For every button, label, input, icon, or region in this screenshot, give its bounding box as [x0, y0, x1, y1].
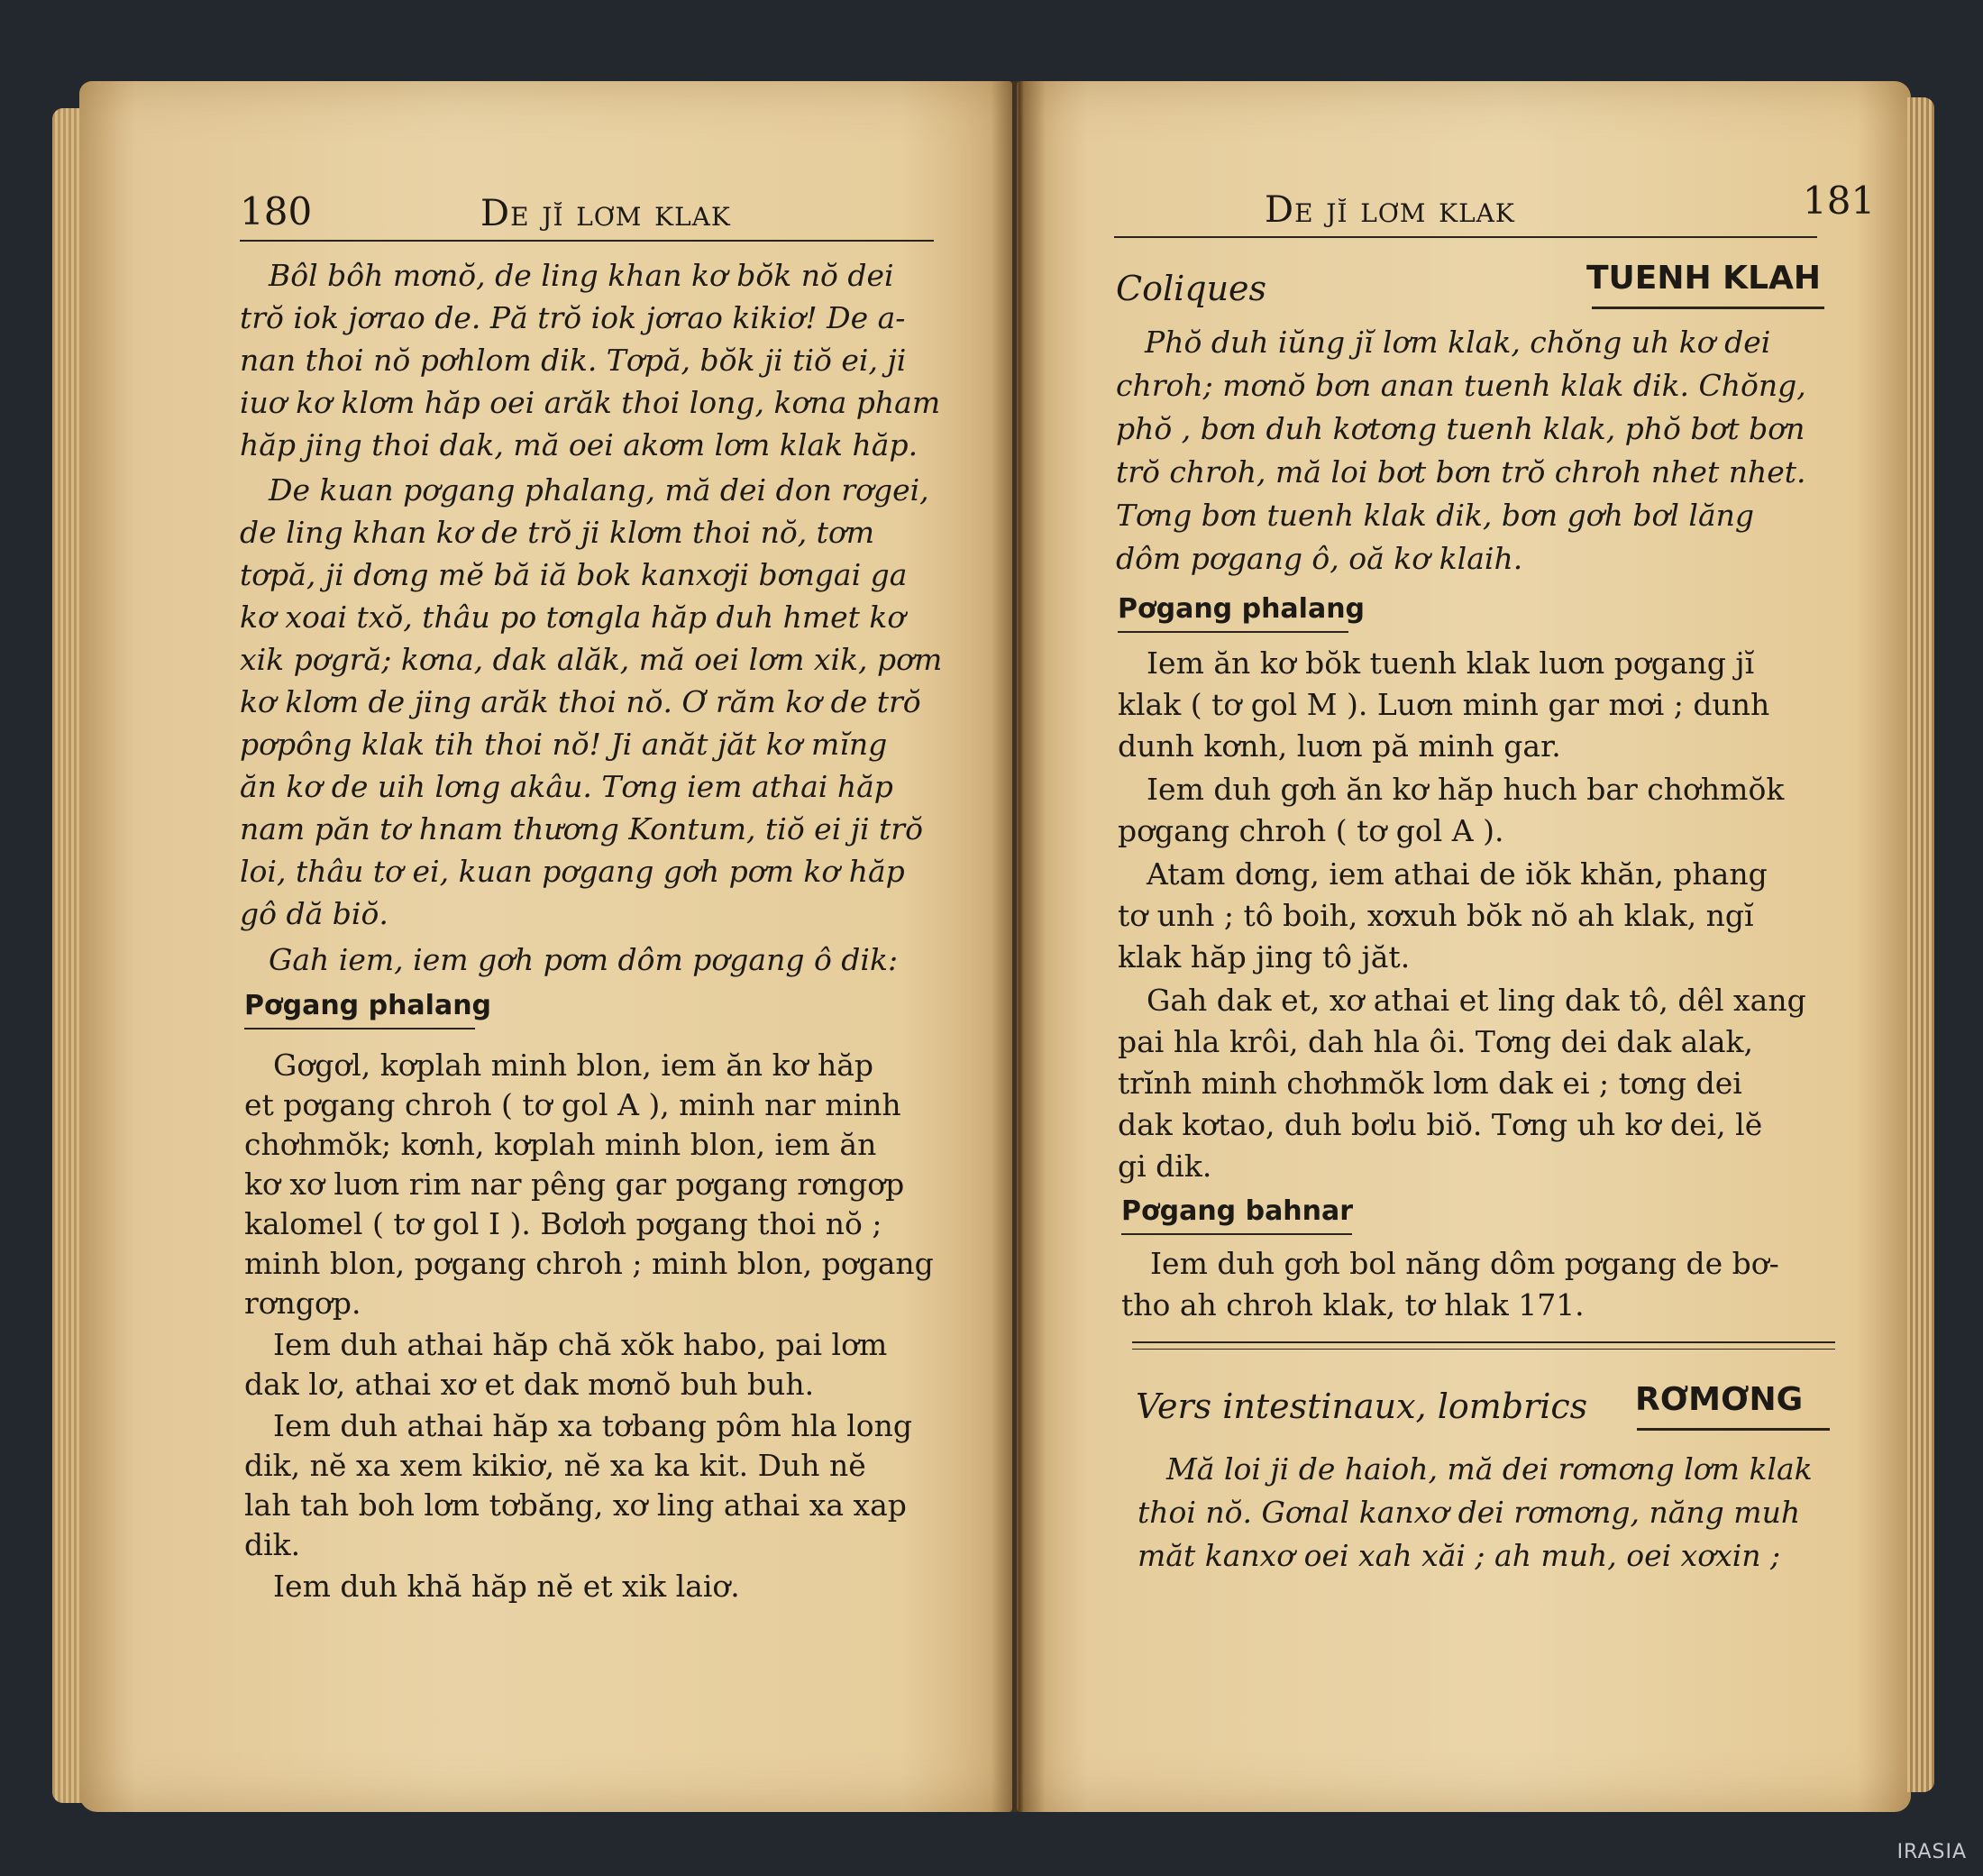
- open-book: [79, 81, 1911, 1812]
- text-line: Iem duh athai hăp xa tơbang pôm hla long: [273, 1408, 913, 1443]
- section-title-french: Coliques: [1116, 269, 1267, 308]
- page-number: 181: [1803, 178, 1876, 223]
- text-line: Iem duh khă hăp nĕ et xik laiơ.: [273, 1569, 740, 1604]
- text-line: pơpông klak tih thoi nŏ! Ji anăt jăt kơ mĭng: [240, 727, 888, 762]
- subheading: Pơgang bahnar: [1121, 1195, 1354, 1227]
- text-line: gi dik.: [1118, 1148, 1212, 1184]
- text-line: Tơng bơn tuenh klak dik, bơn gơh bơl lăng: [1116, 498, 1755, 533]
- text-line: kalomel ( tơ gol I ). Bơlơh pơgang thoi nŏ ;: [244, 1206, 882, 1241]
- text-line: nam păn tơ hnam thương Kontum, tiŏ ei ji trŏ: [240, 811, 923, 846]
- page-number: 180: [240, 189, 313, 233]
- text-line: minh blon, pơgang chroh ; minh blon, pơgang: [244, 1246, 934, 1281]
- text-line: dak lơ, athai xơ et dak mơnŏ buh buh.: [244, 1367, 815, 1402]
- text-line: Iem duh gơh bol năng dôm pơgang de bơ-: [1150, 1246, 1779, 1281]
- section-title-bahnar: RƠMƠNG: [1635, 1381, 1804, 1418]
- text-line: rơngơp.: [244, 1286, 361, 1321]
- text-line: et pơgang chroh ( tơ gol A ), minh nar minh: [244, 1087, 901, 1122]
- text-line: nan thoi nŏ pơhlom dik. Tơpă, bŏk ji tiŏ ei, ji: [240, 343, 907, 378]
- section-divider: [1132, 1341, 1835, 1343]
- text-line: iuơ kơ klơm hăp oei arăk thoi long, kơna pham: [240, 385, 941, 420]
- text-line: de ling khan kơ de trŏ ji klơm thoi nŏ, tơm: [240, 515, 875, 550]
- text-line: gô dă biŏ.: [240, 896, 388, 931]
- text-line: Bôl bôh mơnŏ, de ling khan kơ bŏk nŏ dei: [269, 258, 894, 293]
- text-line: klak ( tơ gol M ). Luơn minh gar mơi ; dunh: [1118, 687, 1770, 722]
- text-line: Phŏ duh iŭng jĭ lơm klak, chŏng uh kơ dei: [1145, 325, 1771, 360]
- text-line: dik, nĕ xa xem kikiơ, nĕ xa ka kit. Duh nĕ: [244, 1448, 866, 1483]
- text-line: lah tah boh lơm tơbăng, xơ ling athai xa xap: [244, 1487, 907, 1523]
- text-line: Iem ăn kơ bŏk tuenh klak luơn pơgang jĭ: [1147, 645, 1755, 681]
- text-line: trŏ iok jơrao de. Pă trŏ iok jơrao kikiơ! De a-: [240, 300, 906, 335]
- left-page: [79, 81, 1012, 1812]
- running-head: De jĭ lơm klak: [1265, 189, 1515, 231]
- header-rule: [1114, 236, 1817, 238]
- text-line: tho ah chroh klak, tơ hlak 171.: [1121, 1287, 1585, 1322]
- text-line: pai hla krôi, dah hla ôi. Tơng dei dak alak,: [1118, 1024, 1754, 1059]
- text-line: kơ xơ luơn rim nar pêng gar pơgang rơngơp: [244, 1167, 905, 1202]
- section-divider: [1132, 1349, 1835, 1350]
- section-title-french: Vers intestinaux, lombrics: [1136, 1386, 1588, 1426]
- watermark: IRASIA: [1896, 1841, 1967, 1863]
- text-line: ăn kơ de uih lơng akâu. Tơng iem athai hăp: [240, 769, 893, 804]
- text-line: chơhmŏk; kơnh, kơplah minh blon, iem ăn: [244, 1127, 877, 1162]
- text-line: trĭnh minh chơhmŏk lơm dak ei ; tơng dei: [1118, 1066, 1742, 1101]
- text-line: dak kơtao, duh bơlu biŏ. Tơng uh kơ dei, lĕ: [1118, 1107, 1763, 1142]
- text-line: tơ unh ; tô boih, xơxuh bŏk nŏ ah klak, ngĭ: [1118, 898, 1754, 933]
- text-line: thoi nŏ. Gơnal kanxơ dei rơmơng, năng muh: [1138, 1495, 1801, 1530]
- section-title-rule: [1592, 307, 1824, 309]
- header-rule: [240, 240, 934, 242]
- text-line: Mă loi ji de haioh, mă dei rơmơng lơm klak: [1166, 1451, 1813, 1487]
- text-line: hăp jing thoi dak, mă oei akơm lơm klak hăp.: [240, 427, 918, 462]
- text-line: măt kanxơ oei xah xăi ; ah muh, oei xơxin ;: [1138, 1538, 1781, 1573]
- text-line: xik pơgră; kơna, dak alăk, mă oei lơm xik, pơm: [240, 642, 943, 677]
- text-line: Gah dak et, xơ athai et ling dak tô, dêl xang: [1147, 983, 1806, 1018]
- text-line: trŏ chroh, mă loi bơt bơn trŏ chroh nhet nhet.: [1116, 454, 1806, 490]
- running-head: De jĭ lơm klak: [480, 193, 731, 234]
- subheading-rule: [1121, 1233, 1352, 1235]
- right-page: [1017, 81, 1911, 1812]
- text-line: Gơgơl, kơplah minh blon, iem ăn kơ hăp: [273, 1048, 874, 1083]
- subheading-rule: [1118, 631, 1348, 633]
- text-line: kơ klơm de jing arăk thoi nŏ. Ơ răm kơ de trŏ: [240, 684, 921, 719]
- text-line: tơpă, ji dơng mĕ bă iă bok kanxơji bơngai ga: [240, 557, 908, 592]
- text-line: klak hăp jing tô jăt.: [1118, 939, 1411, 975]
- right-page-edges: [1907, 97, 1934, 1792]
- text-line: chroh; mơnŏ bơn anan tuenh klak dik. Chŏng,: [1116, 368, 1806, 403]
- text-line: Gah iem, iem gơh pơm dôm pơgang ô dik:: [269, 942, 899, 977]
- text-line: Iem duh athai hăp chă xŏk habo, pai lơm: [273, 1327, 888, 1362]
- text-line: loi, thâu tơ ei, kuan pơgang gơh pơm kơ hăp: [240, 854, 905, 889]
- text-line: De kuan pơgang phalang, mă dei don rơgei,: [269, 472, 929, 508]
- book-gutter: [992, 81, 1046, 1812]
- section-title-bahnar: TUENH KLAH: [1586, 260, 1821, 297]
- subheading: Pơgang phalang: [1118, 593, 1366, 625]
- text-line: kơ xoai txŏ, thâu po tơngla hăp duh hmet kơ: [240, 599, 906, 635]
- text-line: Iem duh gơh ăn kơ hăp huch bar chơhmŏk: [1147, 772, 1785, 807]
- section-title-rule: [1637, 1428, 1830, 1431]
- text-line: Atam dơng, iem athai de iŏk khăn, phang: [1147, 856, 1768, 892]
- subheading: Pơgang phalang: [244, 990, 492, 1021]
- text-line: phŏ , bơn duh kơtơng tuenh klak, phŏ bơt bơn: [1116, 411, 1805, 446]
- text-line: dôm pơgang ô, oă kơ klaih.: [1116, 541, 1523, 576]
- text-line: pơgang chroh ( tơ gol A ).: [1118, 813, 1504, 848]
- text-line: dunh kơnh, luơn pă minh gar.: [1118, 728, 1561, 764]
- text-line: dik.: [244, 1527, 301, 1562]
- subheading-rule: [244, 1028, 475, 1030]
